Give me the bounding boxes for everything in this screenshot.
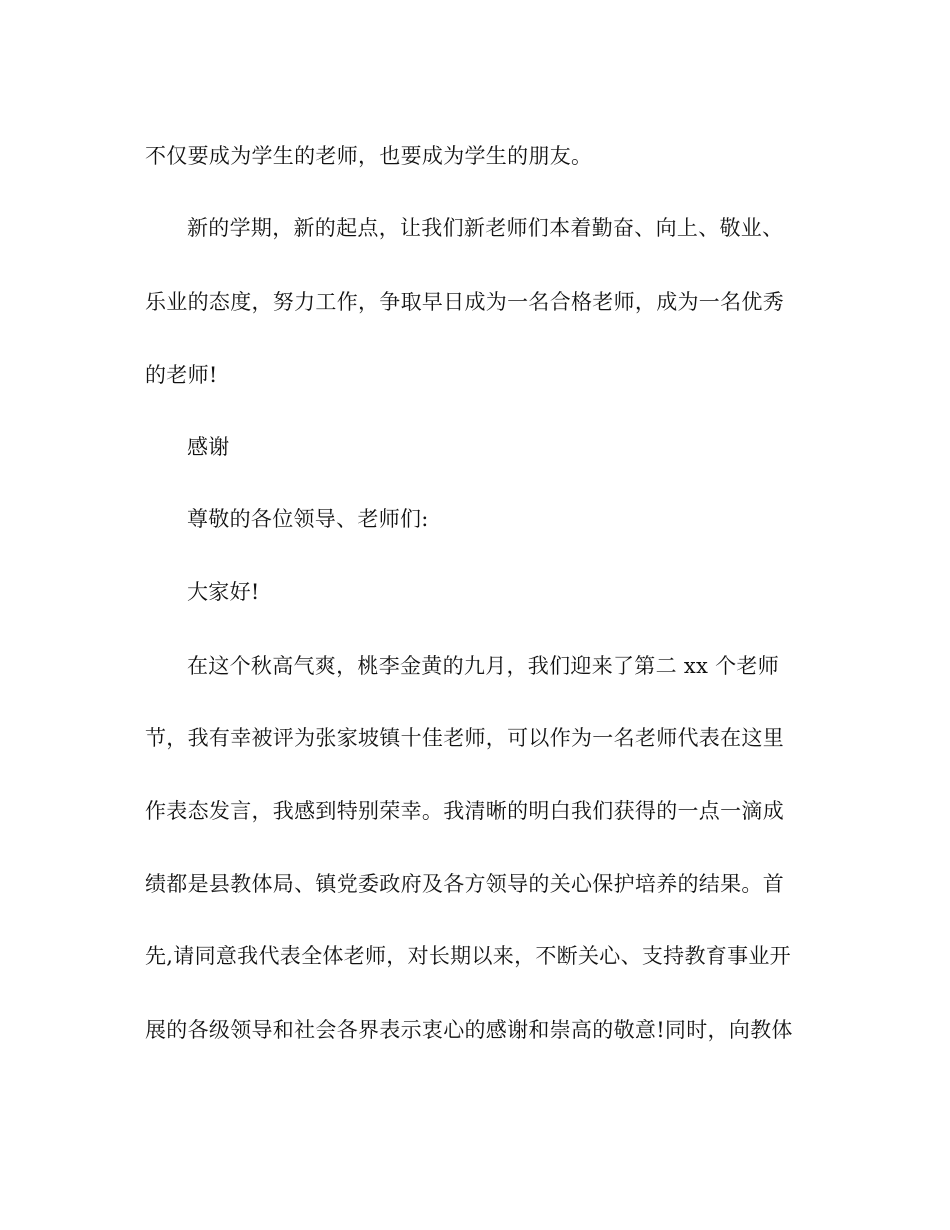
paragraph-line: 不仅要成为学生的老师，也要成为学生的朋友。 bbox=[145, 144, 593, 168]
paragraph-line: 展的各级领导和社会各界表示衷心的感谢和崇高的敬意!同时，向教体 bbox=[145, 1018, 793, 1042]
paragraph-line: 先,请同意我代表全体老师，对长期以来，不断关心、支持教育事业开 bbox=[145, 944, 791, 968]
paragraph-line: 新的学期，新的起点，让我们新老师们本着勤奋、向上、敬业、 bbox=[187, 216, 784, 240]
greeting: 大家好! bbox=[187, 580, 260, 604]
section-heading: 感谢 bbox=[187, 435, 230, 459]
paragraph-line: 绩都是县教体局、镇党委政府及各方领导的关心保护培养的结果。首 bbox=[145, 872, 784, 896]
paragraph-line: 节，我有幸被评为张家坡镇十佳老师，可以作为一名老师代表在这里 bbox=[145, 726, 784, 750]
paragraph-line: 作表态发言，我感到特别荣幸。我清晰的明白我们获得的一点一滴成 bbox=[145, 799, 784, 823]
paragraph-line: 乐业的态度，努力工作，争取早日成为一名合格老师，成为一名优秀 bbox=[145, 290, 784, 314]
paragraph-line: 的老师! bbox=[145, 363, 218, 387]
salutation: 尊敬的各位领导、老师们: bbox=[187, 507, 429, 531]
paragraph-line: 在这个秋高气爽，桃李金黄的九月，我们迎来了第二 xx 个老师 bbox=[187, 654, 780, 678]
